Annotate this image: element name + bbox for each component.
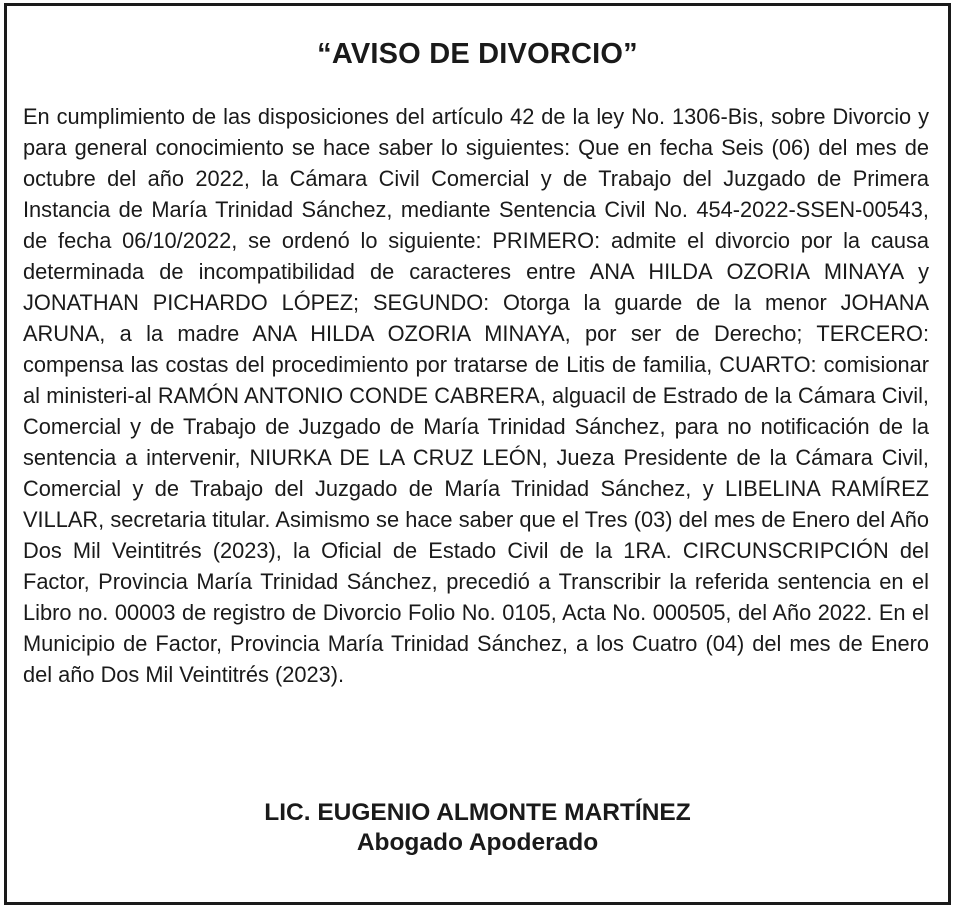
signature-block (7, 798, 948, 858)
signature-name: LIC. EUGENIO ALMONTE MARTÍNEZ (264, 799, 691, 826)
notice-frame (4, 3, 951, 905)
notice-title: “AVISO DE DIVORCIO” (317, 38, 638, 70)
signature-role: Abogado Apoderado (356, 829, 599, 856)
notice-body: En cumplimiento de las disposiciones del artículo 42 de la ley No. 1306-Bis, sobre Divorcio y para general conocimiento se hace saber lo siguientes: Que en fecha Seis (06) del mes de octubre del año 2022, la Cámara Civil Comercial y de Trabajo del Juzgado de Primera Instancia de María Trinidad Sánchez, mediante Sentencia Civil No. 454-2022-SSEN-00543, de fecha 06/10/2022, se ordenó lo siguiente: PRIMERO: admite el divorcio por la causa determinada de incompatibilidad de caracteres entre ANA HILDA OZORIA MINAYA y JONATHAN PICHARDO LÓPEZ; SEGUNDO: Otorga la guarde de la menor JOHANA ARUNA, a la madre ANA HILDA OZORIA MINAYA, por ser de Derecho; TERCERO: compensa las costas del procedimiento por tratarse de Litis de familia, CUARTO: comisionar al ministeri-al RAMÓN ANTONIO CONDE CABRERA, alguacil de Estrado de la Cámara Civil, Comercial y de Trabajo de Juzgado de María Trinidad Sánchez, para no notificación de la sentencia a intervenir, NIURKA DE LA CRUZ LEÓN, Jueza Presidente de la Cámara Civil, Comercial y de Trabajo del Juzgado de María Trinidad Sánchez, y LIBELINA RAMÍREZ VILLAR, secretaria titular. Asimismo se hace saber que el Tres (03) del mes de Enero del Año Dos Mil Veintitrés (2023), la Oficial de Estado Civil de la 1RA. CIRCUNSCRIPCIÓN del Factor, Provincia María Trinidad Sánchez, precedió a Transcribir la referida sentencia en el Libro no. 00003 de registro de Divorcio Folio No. 0105, Acta No. 000505, del Año 2022. En el Municipio de Factor, Provincia María Trinidad Sánchez, a los Cuatro (04) del mes de Enero del año Dos Mil Veintitrés (2023). (23, 104, 929, 687)
